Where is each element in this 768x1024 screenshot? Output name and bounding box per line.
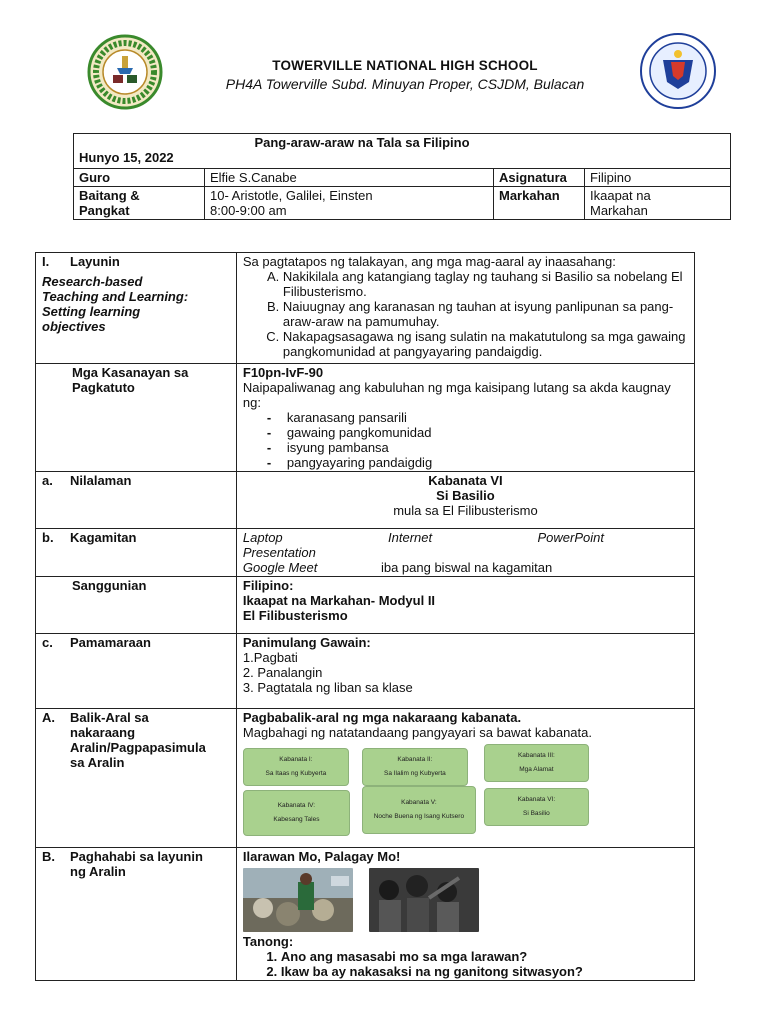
nilalaman-num: a. [42,473,53,488]
balik-aral-instruction: Magbahagi ng natatandaang pangyayari sa bawat kabanata. [242,725,592,740]
research-based-label: Research-based Teaching and Learning: Setting learning objectives [42,274,189,334]
markahan-value: Ikaapat na Markahan [585,187,731,220]
kagamitan-label: Kagamitan [70,530,137,545]
row-balik-aral [36,709,695,848]
baitang-value: 10- Aristotle, Galilei, Einsten 8:00-9:00 am [205,187,494,220]
deped-seal [627,32,729,110]
info-table [73,133,731,220]
asignatura-label: Asignatura [494,169,585,187]
tanong-label: Tanong: [242,934,294,949]
kabanata-card: Kabanata V: Noche Buena ng Isang Kutsero [362,786,476,834]
asignatura-value: Filipino [585,169,731,187]
kagamitan-num: b. [42,530,54,545]
kabanata-card: Kabanata I: Sa Itaas ng Kubyerta [243,748,349,786]
school-logo [80,34,170,110]
paghahabi-num: B. [42,849,55,864]
row-layunin [36,253,695,364]
baitang-label: Baitang & Pangkat [74,187,205,220]
kasanayan-label: Mga Kasanayan sa Pagkatuto [72,365,189,395]
pamamaraan-num: c. [42,635,53,650]
layunin-item: C. Nakapagsasagawa ng isang sulatin na makatutulong sa mga gawaing pangkomunidad at pangyayaring pandaigdig. [283,329,688,359]
material-internet: Internet [388,530,433,545]
guro-value: Elfie S.Canabe [205,169,494,187]
material-laptop: Laptop [242,530,283,545]
kabanata-title: Si Basilio [436,488,495,503]
reference-line: Filipino: [242,578,294,593]
kabanata-card: Kabanata II: Sa Ilalim ng Kubyerta [362,748,468,786]
balik-aral-heading: Pagbabalik-aral ng mga nakaraang kabanata. [242,710,522,725]
document-date: Hunyo 15, 2022 [79,150,174,165]
kabanata-cards [243,748,688,844]
document-title: Pang-araw-araw na Tala sa Filipino [254,135,470,150]
pamamaraan-label: Pamamaraan [70,635,151,650]
layunin-num: I. [42,254,50,269]
kabanata-source: mula sa El Filibusterismo [393,503,538,518]
material-other: iba pang biswal na kagamitan [380,560,553,575]
gawain-step: 3. Pagtatala ng liban sa klase [242,680,413,695]
question-item: 1. Ano ang masasabi mo sa mga larawan? [281,949,688,964]
reference-line: El Filibusterismo [242,608,348,623]
school-name: TOWERVILLE NATIONAL HIGH SCHOOL [272,58,538,73]
photo-row [243,868,688,932]
lesson-table [35,252,695,981]
paghahabi-label: Paghahabi sa layunin ng Aralin [70,849,203,879]
row-kagamitan [36,529,695,577]
material-google-meet: Google Meet [242,560,318,575]
row-paghahabi [36,848,695,981]
reference-line: Ikaapat na Markahan- Modyul II [242,593,436,608]
layunin-item: B. Naiuugnay ang karanasan ng tauhan at isyung panlipunan sa pang-araw-araw na pamumuhay. [283,299,688,329]
competency-item: - gawaing pangkomunidad [287,425,688,440]
gawain-step: 2. Panalangin [242,665,323,680]
layunin-list [243,269,688,359]
school-address: PH4A Towerville Subd. Minuyan Proper, CSJDM, Bulacan [225,76,585,92]
kabanata-card: Kabanata VI: Si Basilio [484,788,589,826]
competency-list [243,410,688,470]
guro-label: Guro [74,169,205,187]
row-sanggunian [36,577,695,634]
competency-item: - karanasang pansarili [287,410,688,425]
competency-text: Naipapaliwanag ang kabuluhan ng mga kaisipang lutang sa akda kaugnay ng: [242,380,671,410]
row-kasanayan [36,364,695,472]
layunin-label: Layunin [70,254,120,269]
layunin-intro: Sa pagtatapos ng talakayan, ang mga mag-aaral ay inaasahang: [242,254,616,269]
question-item: 2. Ikaw ba ay nakasaksi na ng ganitong sitwasyon? [281,964,688,979]
layunin-item: A. Nakikilala ang katangiang taglay ng tauhang si Basilio sa nobelang El Filibusterismo. [283,269,688,299]
kabanata-card: Kabanata III: Mga Alamat [484,744,589,782]
competency-code: F10pn-IvF-90 [242,365,324,380]
row-pamamaraan [36,634,695,709]
sanggunian-label: Sanggunian [72,578,147,593]
kabanata-number: Kabanata VI [428,473,503,488]
nilalaman-label: Nilalaman [70,473,132,488]
balik-aral-num: A. [42,710,55,725]
ilarawan-heading: Ilarawan Mo, Palagay Mo! [242,849,401,864]
dumpsite-photo [243,868,353,932]
competency-item: - pangyayaring pandaigdig [287,455,688,470]
material-presentation: Presentation [242,545,316,560]
row-nilalaman [36,472,695,529]
kabanata-card: Kabanata IV: Kabesang Tales [243,790,350,836]
competency-item: - isyung pambansa [287,440,688,455]
question-list [243,949,688,979]
markahan-label: Markahan [494,187,585,220]
balik-aral-label: Balik-Aral sa nakaraang Aralin/Pagpapasimula sa Aralin [70,710,206,770]
gawain-step: 1.Pagbati [242,650,298,665]
material-powerpoint: PowerPoint [537,530,604,545]
children-photo [369,868,479,932]
panimulang-gawain-heading: Panimulang Gawain: [242,635,371,650]
